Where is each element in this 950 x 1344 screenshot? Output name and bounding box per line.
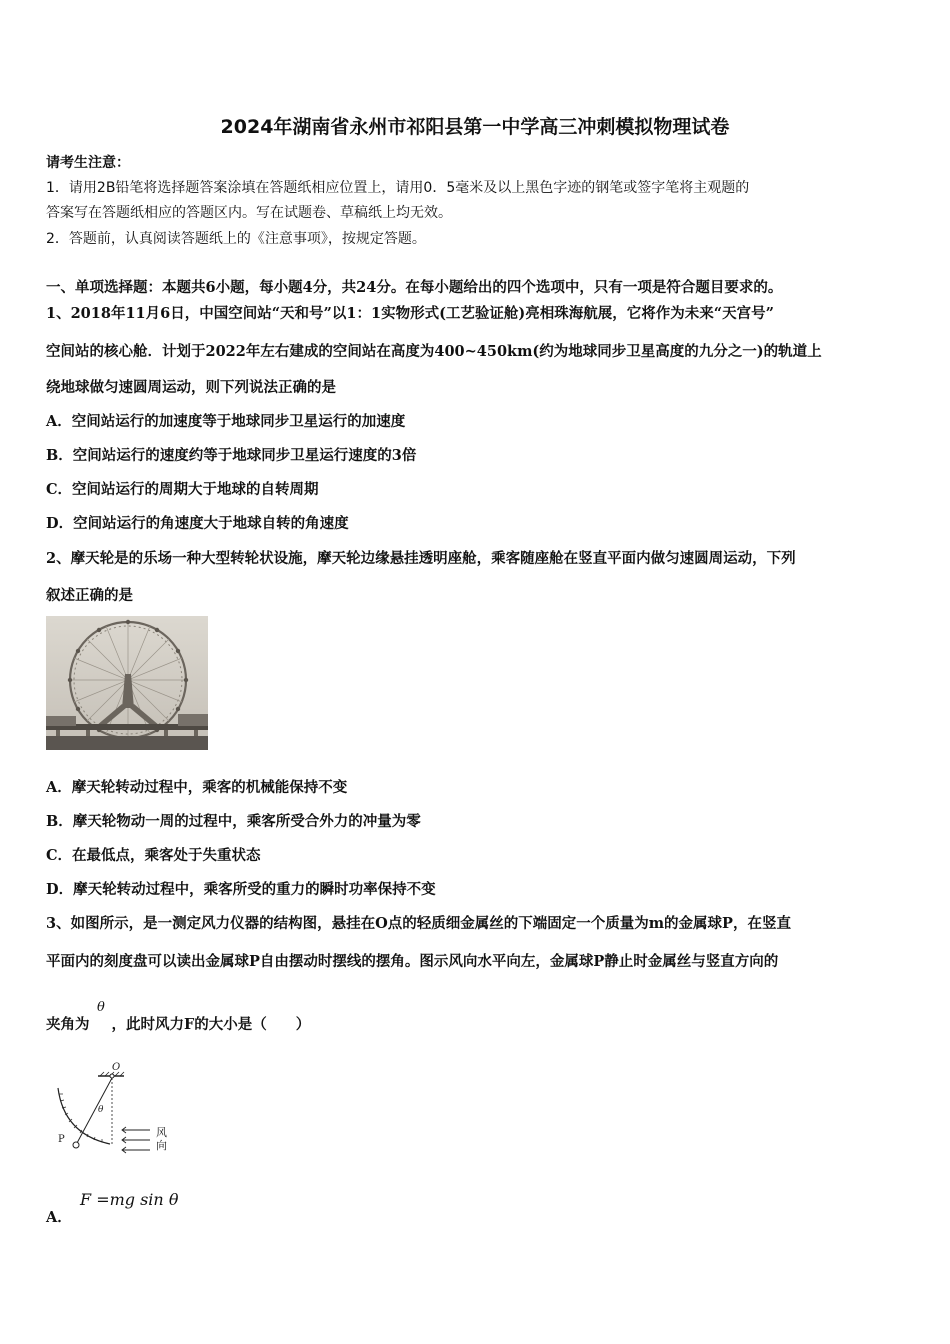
wind-instrument-diagram — [50, 1060, 180, 1160]
q1-stem-line-2: 空间站的核心舱．计划于2022年左右建成的空间站在高度为400~450km(约为地球同步卫星高度的九分之一)的轨道上 — [46, 343, 822, 360]
q3-stem-line-3 — [46, 1013, 310, 1034]
q2-stem-line-1: 2、摩天轮是的乐场一种大型转轮状设施，摩天轮边缘悬挂透明座舱，乘客随座舱在竖直平面内做匀速圆周运动，下列 — [46, 550, 796, 567]
q1-stem-line-1: 1、2018年11月6日，中国空间站“天和号”以1：1实物形式(工艺验证舱)亮相珠海航展，它将作为未来“天宫号” — [46, 305, 774, 322]
q2-option-c: C．在最低点，乘客处于失重状态 — [46, 847, 261, 864]
diagram-label-p: P — [58, 1134, 65, 1145]
q2-stem-line-2: 叙述正确的是 — [46, 587, 133, 604]
diagram-label-wind-2: 向 — [156, 1139, 167, 1152]
q3-option-a-label: A． — [46, 1209, 72, 1226]
q3-option-a-formula: F =mg sin θ — [80, 1190, 179, 1209]
q1-option-d: D．空间站运行的角速度大于地球自转的角速度 — [46, 515, 349, 532]
q1-option-b: B．空间站运行的速度约等于地球同步卫星运行速度的3倍 — [46, 447, 417, 464]
section-1-header: 一、单项选择题：本题共6小题，每小题4分，共24分。在每小题给出的四个选项中，只有一项是符合题目要求的。 — [46, 279, 783, 296]
ferris-wheel-photo — [46, 616, 208, 750]
q2-option-d: D．摩天轮转动过程中，乘客所受的重力的瞬时功率保持不变 — [46, 881, 436, 898]
q1-stem-line-3: 绕地球做匀速圆周运动，则下列说法正确的是 — [46, 379, 336, 396]
q3-stem-angle-prefix: 夹角为 — [46, 1016, 90, 1033]
q3-stem-line-1: 3、如图所示，是一测定风力仪器的结构图，悬挂在O点的轻质细金属丝的下端固定一个质量为m的金属球P，在竖直 — [46, 915, 791, 932]
q2-option-a: A．摩天轮转动过程中，乘客的机械能保持不变 — [46, 779, 348, 796]
notice-item-2: 2．答题前，认真阅读答题纸上的《注意事项》，按规定答题。 — [46, 231, 426, 247]
diagram-label-wind-1: 风 — [156, 1126, 167, 1139]
q2-option-b: B．摩天轮物动一周的过程中，乘客所受合外力的冲量为零 — [46, 813, 421, 830]
notice-item-1-line-1: 1．请用2B铅笔将选择题答案涂填在答题纸相应位置上，请用0．5毫米及以上黑色字迹的钢笔或签字笔将主观题的 — [46, 180, 750, 196]
page-title: 2024年湖南省永州市祁阳县第一中学高三冲刺模拟物理试卷 — [220, 116, 730, 138]
q3-stem-angle-suffix: ，此时风力F的大小是（ ） — [111, 1016, 311, 1033]
diagram-label-o: O — [112, 1062, 121, 1073]
q1-option-a: A．空间站运行的加速度等于地球同步卫星运行的加速度 — [46, 413, 406, 430]
notice-heading: 请考生注意： — [46, 155, 130, 171]
notice-item-1-line-2: 答案写在答题纸相应的答题区内。写在试题卷、草稿纸上均无效。 — [46, 205, 452, 221]
diagram-label-theta: θ — [98, 1105, 104, 1115]
q1-option-c: C．空间站运行的周期大于地球的自转周期 — [46, 481, 319, 498]
q3-stem-line-2: 平面内的刻度盘可以读出金属球P自由摆动时摆线的摆角。图示风向水平向左，金属球P静止时金属丝与竖直方向的 — [46, 953, 779, 970]
theta-symbol: θ — [97, 1000, 105, 1015]
